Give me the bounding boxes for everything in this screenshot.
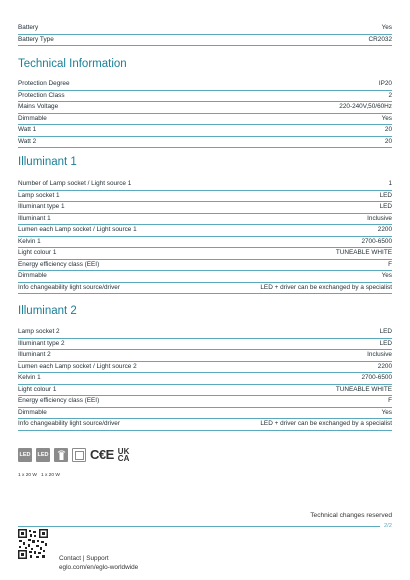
spec-row — [18, 350, 392, 362]
spec-value: TUNEABLE WHITE — [335, 385, 392, 393]
spec-row — [18, 137, 392, 149]
spec-row — [18, 362, 392, 374]
spec-label: Dimmable — [18, 114, 47, 122]
spec-value: TUNEABLE WHITE — [335, 249, 392, 256]
battery-table — [18, 23, 392, 46]
spec-value: LED + driver can be exchanged by a specialist — [260, 420, 392, 427]
technical-changes-note: Technical changes reserved — [310, 512, 392, 519]
spec-label: Energy efficiency class (EEI) — [18, 260, 100, 268]
spec-label: Lamp socket 2 — [18, 328, 60, 335]
spec-value: F — [388, 260, 392, 268]
spec-row — [18, 114, 392, 126]
contact-info — [59, 554, 138, 572]
spec-row — [18, 191, 392, 203]
wattage-label-1: 1 x 20 W — [18, 473, 37, 478]
spec-row — [18, 419, 392, 431]
section-title-technical: Technical Information — [18, 58, 127, 70]
illuminant-1-table — [18, 179, 392, 294]
contact-support-link[interactable]: Contact | Support — [59, 555, 109, 562]
spec-label: Protection Degree — [18, 80, 70, 87]
spec-row — [18, 248, 392, 260]
spec-row — [18, 327, 392, 339]
certification-icons — [18, 448, 129, 462]
spec-label: Light colour 1 — [18, 249, 57, 256]
spec-row — [18, 91, 392, 103]
spec-row — [18, 202, 392, 214]
spec-label: Lumen each Lamp socket / Light source 1 — [18, 226, 137, 233]
led-icon: LED — [18, 448, 32, 462]
spec-value: LED — [379, 203, 392, 210]
spec-label: Dimmable — [18, 272, 47, 279]
spec-row — [18, 396, 392, 408]
spec-label: Watt 1 — [18, 126, 37, 133]
spec-value: Yes — [381, 114, 392, 122]
spec-value: LED — [379, 191, 392, 199]
technical-table — [18, 79, 392, 148]
ce-mark-icon: C€E — [90, 447, 114, 462]
spec-value: CR2032 — [368, 35, 392, 43]
spec-value: LED + driver can be exchanged by a specialist — [260, 283, 392, 291]
spec-value: 2700-6500 — [361, 237, 392, 245]
section-title-illuminant-1: Illuminant 1 — [18, 156, 77, 168]
spec-label: Protection Class — [18, 91, 65, 99]
spec-label: Lamp socket 1 — [18, 191, 60, 199]
spec-value: IP20 — [378, 80, 392, 87]
spec-label: Energy efficiency class (EEI) — [18, 397, 100, 404]
spec-row — [18, 260, 392, 272]
spec-value: Yes — [381, 24, 392, 31]
website-link[interactable]: eglo.com/en/eglo-worldwide — [59, 564, 139, 571]
spec-label: Illuminant type 1 — [18, 203, 65, 210]
spec-value: 1 — [388, 180, 392, 187]
spec-label: Battery Type — [18, 35, 54, 43]
wattage-label-2: 1 x 20 W — [40, 473, 60, 478]
spec-value: Inclusive — [367, 214, 392, 222]
spec-label: Watt 2 — [18, 137, 37, 145]
spec-label: Number of Lamp socket / Light source 1 — [18, 180, 132, 187]
spec-label: Info changeability light source/driver — [18, 283, 120, 291]
spec-row — [18, 408, 392, 420]
footer-divider — [18, 526, 380, 527]
spec-row — [18, 23, 392, 35]
spec-row — [18, 125, 392, 137]
led-icon: LED — [36, 448, 50, 462]
spec-row — [18, 237, 392, 249]
spec-row — [18, 373, 392, 385]
spec-value: 2700-6500 — [361, 374, 392, 381]
section-title-illuminant-2: Illuminant 2 — [18, 305, 77, 317]
spec-value: 20 — [384, 137, 392, 145]
protection-class-2-icon — [72, 448, 86, 462]
spec-row — [18, 385, 392, 397]
ukca-mark-icon: UK CA — [117, 447, 130, 463]
spec-row — [18, 102, 392, 114]
page-number: 2/2 — [383, 523, 392, 529]
spec-label: Lumen each Lamp socket / Light source 2 — [18, 362, 137, 370]
spec-label: Illuminant 2 — [18, 351, 51, 358]
spec-row — [18, 35, 392, 47]
spec-label: Mains Voltage — [18, 103, 59, 110]
spec-value: Yes — [381, 408, 392, 416]
spec-row — [18, 179, 392, 191]
spec-label: Battery — [18, 24, 39, 31]
spec-label: Illuminant 1 — [18, 214, 51, 222]
spec-value: LED — [379, 328, 392, 335]
spec-label: Kelvin 1 — [18, 237, 41, 245]
spec-row — [18, 271, 392, 283]
spec-row — [18, 214, 392, 226]
spec-value: F — [388, 397, 392, 404]
remote-control-icon — [54, 448, 68, 462]
spec-value: 2 — [388, 91, 392, 99]
spec-value: 220-240V,50/60Hz — [339, 103, 392, 110]
spec-value: Yes — [381, 272, 392, 279]
spec-value: Inclusive — [367, 351, 392, 358]
spec-value: 2200 — [377, 362, 392, 370]
spec-row — [18, 225, 392, 237]
spec-row — [18, 283, 392, 295]
illuminant-2-table — [18, 327, 392, 431]
spec-label: Light colour 1 — [18, 385, 57, 393]
spec-label: Kelvin 1 — [18, 374, 41, 381]
spec-row — [18, 79, 392, 91]
spec-label: Dimmable — [18, 408, 47, 416]
spec-row — [18, 339, 392, 351]
spec-label: Info changeability light source/driver — [18, 420, 120, 427]
qr-code-icon[interactable] — [18, 529, 48, 559]
spec-label: Illuminant type 2 — [18, 339, 65, 347]
spec-value: LED — [379, 339, 392, 347]
spec-value: 20 — [384, 126, 392, 133]
spec-value: 2200 — [377, 226, 392, 233]
wattage-labels — [18, 473, 60, 478]
